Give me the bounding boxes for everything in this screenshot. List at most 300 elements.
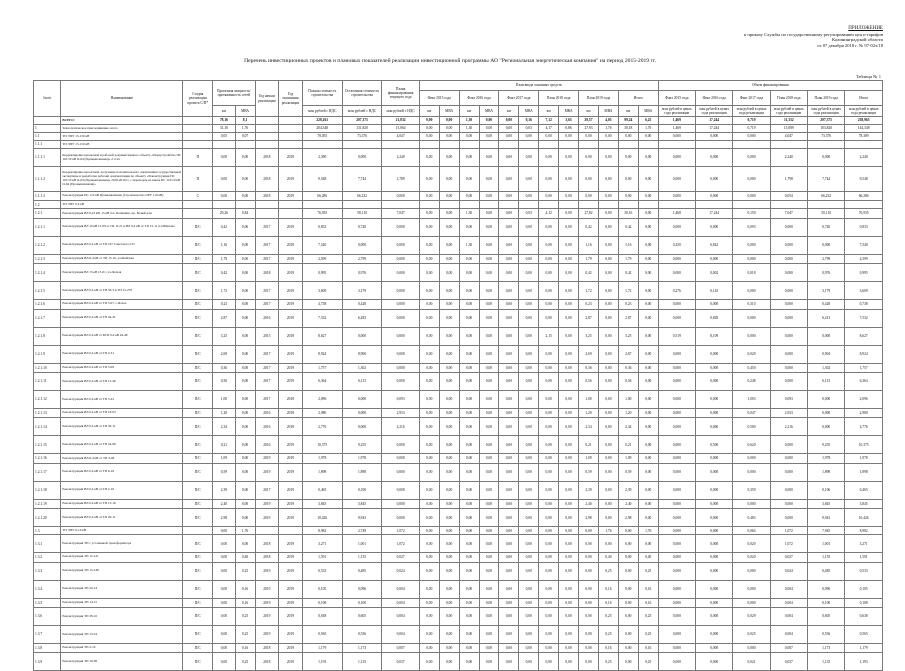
row-volume-value: 0,00 — [638, 436, 658, 454]
row-volume-value: 0,00 — [479, 282, 499, 300]
row-volume-value: 0,36 — [618, 363, 638, 372]
row-volume-value: 0,00 — [638, 236, 658, 254]
row-volume-value — [459, 141, 479, 149]
row-start-year: 2016 — [255, 436, 279, 454]
row-volume-value: 1,09 — [618, 454, 638, 463]
header-km: км — [579, 106, 599, 117]
row-volume-value: 0,00 — [419, 309, 439, 327]
row-finance: 0,037 — [382, 653, 419, 671]
table-row — [34, 345, 883, 363]
row-finance-value: 0,004 — [770, 598, 807, 607]
row-finance: 15,064 — [382, 125, 419, 133]
row-finance-value: 0,828 — [696, 309, 733, 327]
row-finance-value: 0,740 — [807, 218, 844, 236]
row-volume-value: 0,00 — [598, 345, 618, 363]
row-volume-value: 0,00 — [519, 454, 539, 463]
row-volume-value: 0,00 — [419, 345, 439, 363]
row-finance-value: 3,845 — [845, 499, 883, 508]
row-volume-value: 0,00 — [598, 167, 618, 192]
row-volume-value: 0,00 — [539, 408, 559, 417]
row-volume-value: 0,00 — [459, 454, 479, 463]
row-finance-value: 0,000 — [658, 463, 695, 481]
row-finance: 0,000 — [382, 454, 419, 463]
table-row — [34, 527, 883, 535]
row-remaining-cost: 0,000 — [342, 327, 382, 345]
header-fin-2019: План 2019 года — [807, 91, 844, 106]
row-remaining-cost: 0,000 — [342, 418, 382, 436]
row-volume-value: 1,30 — [459, 236, 479, 254]
row-volume-value: 0,00 — [519, 254, 539, 263]
row-volume-value: 0,00 — [539, 282, 559, 300]
row-number: 1.2.1.11 — [34, 372, 61, 390]
row-volume-value: 0,00 — [598, 363, 618, 372]
row-volume-value: 0,25 — [638, 653, 658, 671]
row-finance-value: 0,000 — [696, 149, 733, 167]
row-volume-value: 0,00 — [559, 363, 579, 372]
row-volume-value: 0,00 — [638, 327, 658, 345]
header-fin-2018: План 2018 года — [770, 91, 807, 106]
row-km: 0,00 — [213, 192, 235, 201]
row-volume-value: 0,00 — [559, 509, 579, 527]
row-mva: 0,25 — [235, 562, 255, 580]
row-remaining-cost: 2,799 — [342, 254, 382, 263]
row-finance-value: 3,271 — [845, 535, 883, 553]
row-volume-value: 0,00 — [638, 309, 658, 327]
row-volume-value: 1,72 — [618, 282, 638, 300]
row-finance: 0,000 — [382, 264, 419, 282]
row-finance: 0,000 — [382, 254, 419, 263]
row-volume-value: 0,00 — [618, 133, 638, 141]
row-volume-value: 0,00 — [419, 264, 439, 282]
table-row — [34, 625, 883, 643]
row-volume-value: 0,00 — [439, 625, 459, 643]
row-finance-value: 2,776 — [845, 418, 883, 436]
row-stage: П/С — [183, 625, 213, 643]
header-finance: Плана финансирования текущего года — [382, 81, 419, 106]
row-mva: 0,06 — [235, 218, 255, 236]
row-end-year: 2019 — [279, 454, 303, 463]
row-volume-value: 0,00 — [638, 167, 658, 192]
header-mva: МВА — [638, 106, 658, 117]
row-volume-value: 0,16 — [598, 643, 618, 652]
row-volume-value: 0,00 — [499, 363, 519, 372]
row-volume-value: 0,00 — [519, 481, 539, 499]
row-volume-value: 0,00 — [439, 390, 459, 408]
row-volume-value: 0,00 — [579, 653, 599, 671]
row-start-year — [255, 125, 279, 133]
row-volume-value: 0,25 — [598, 653, 618, 671]
row-volume-value: 0,00 — [459, 218, 479, 236]
row-volume-value: 0,00 — [459, 527, 479, 535]
row-finance-value: 0,738 — [845, 300, 883, 309]
row-volume-value: 1,79 — [618, 254, 638, 263]
row-start-year: 2019 — [255, 580, 279, 598]
row-km: 1,72 — [213, 282, 235, 300]
row-full-cost: 2,980 — [302, 408, 342, 417]
row-volume-value: 0,00 — [559, 236, 579, 254]
row-name: Реконструкция ТП 20-14 — [61, 580, 183, 598]
row-number: 1.3.3 — [34, 562, 61, 580]
table-row — [34, 372, 883, 390]
row-volume-value: 0,00 — [519, 300, 539, 309]
row-full-cost: 8,627 — [302, 327, 342, 345]
row-volume-value: 0,00 — [579, 580, 599, 598]
row-volume-value: 99,24 — [618, 117, 638, 125]
row-stage: П/С — [183, 454, 213, 463]
row-stage: П/С — [183, 436, 213, 454]
row-start-year: 2015 — [255, 327, 279, 345]
row-finance-value: 0,093 — [770, 390, 807, 408]
table-row — [34, 363, 883, 372]
row-volume-value — [559, 141, 579, 149]
row-number: 1.1.1 — [34, 141, 61, 149]
row-volume-value: 0,00 — [499, 372, 519, 390]
row-end-year: 2019 — [279, 653, 303, 671]
row-volume-value: 0,00 — [439, 264, 459, 282]
row-volume-value: 0,00 — [598, 535, 618, 553]
row-full-cost: 1,591 — [302, 553, 342, 562]
row-stage: П/С — [183, 327, 213, 345]
row-volume-value: 0,00 — [419, 598, 439, 607]
row-finance-value: 0,483 — [733, 509, 770, 527]
row-end-year — [279, 527, 303, 535]
row-volume-value: 0,25 — [638, 607, 658, 625]
row-volume-value: 0,00 — [638, 282, 658, 300]
row-number: 1.2.1.13 — [34, 408, 61, 417]
row-finance-value: 0,004 — [770, 607, 807, 625]
row-finance-value: 50,110 — [807, 209, 844, 218]
row-finance-value: 0,000 — [696, 562, 733, 580]
header-note: млн рублей в ценах года реализации — [770, 106, 807, 117]
table-row — [34, 580, 883, 598]
row-volume-value: 0,00 — [638, 390, 658, 408]
row-finance-value: 0,450 — [733, 363, 770, 372]
row-stage: П/С — [183, 390, 213, 408]
row-volume-value — [579, 141, 599, 149]
row-volume-value: 0,00 — [519, 527, 539, 535]
row-name: Реконструкция ВЛ 0,4 кВ от ТП 18-03 — [61, 408, 183, 417]
row-start-year: 2019 — [255, 625, 279, 643]
row-volume-value: 0,86 — [559, 125, 579, 133]
row-finance-value: 0,000 — [807, 418, 844, 436]
row-stage: П/С — [183, 598, 213, 607]
row-volume-value: 0,00 — [598, 509, 618, 527]
row-number: 1.2.1.18 — [34, 481, 61, 499]
row-name: ВСЕГО: — [61, 117, 183, 125]
row-volume-value: 0,00 — [539, 218, 559, 236]
row-finance-value: 0,000 — [696, 167, 733, 192]
row-full-cost: 9,548 — [302, 167, 342, 192]
row-number: 1.2.1.20 — [34, 509, 61, 527]
row-finance-value: 0,060 — [696, 418, 733, 436]
row-volume-value: 0,00 — [559, 436, 579, 454]
row-end-year: 2019 — [279, 598, 303, 607]
row-finance-value: 9,943 — [807, 509, 844, 527]
row-finance-value — [845, 141, 883, 149]
row-number: 1.1 — [34, 133, 61, 141]
row-stage: П/С — [183, 309, 213, 327]
row-volume-value: 0,00 — [559, 372, 579, 390]
row-volume-value: 0,00 — [519, 418, 539, 436]
row-finance: 0,004 — [382, 598, 419, 607]
table-row — [34, 236, 883, 254]
row-volume-value: 0,00 — [419, 125, 439, 133]
row-finance-value: 0,000 — [770, 264, 807, 282]
row-volume-value: 0,16 — [638, 580, 658, 598]
row-mva: 0,00 — [235, 149, 255, 167]
table-row — [34, 309, 883, 327]
row-mva: 0,00 — [235, 236, 255, 254]
row-finance-value: 0,976 — [807, 264, 844, 282]
row-volume-value: 29,57 — [579, 117, 599, 125]
row-full-cost: 0,105 — [302, 580, 342, 598]
row-finance-value: 0,047 — [733, 408, 770, 417]
row-volume-value: 2,87 — [579, 309, 599, 327]
row-finance-value: 0,096 — [807, 580, 844, 598]
row-remaining-cost: 131,820 — [342, 125, 382, 133]
row-end-year: 2019 — [279, 607, 303, 625]
row-volume-value: 2,98 — [618, 509, 638, 527]
row-volume-value: 0,00 — [479, 580, 499, 598]
row-remaining-cost: 0,605 — [342, 607, 382, 625]
row-volume-value — [479, 201, 499, 209]
row-finance: 21,832 — [382, 117, 419, 125]
row-finance-value: 0,000 — [658, 372, 695, 390]
row-volume-value: 0,00 — [499, 254, 519, 263]
row-volume-value: 0,00 — [459, 643, 479, 652]
row-name: Реконструкция ВЛ 0,4 кВ от ТП 167 Советского ГО — [61, 236, 183, 254]
table-row — [34, 117, 883, 125]
row-volume-value: 0,00 — [419, 167, 439, 192]
row-volume-value: 0,00 — [618, 598, 638, 607]
row-finance-value: 0,000 — [770, 509, 807, 527]
row-finance-value: 0,000 — [733, 236, 770, 254]
row-finance-value — [733, 201, 770, 209]
row-stage: П/С — [183, 418, 213, 436]
row-finance-value: 0,533 — [845, 562, 883, 580]
row-volume-value: 2,67 — [618, 345, 638, 363]
row-name: Реконструкция ТП 2-19 — [61, 643, 183, 652]
row-remaining-cost: 1,302 — [342, 363, 382, 372]
row-finance-value: 0,000 — [696, 218, 733, 236]
row-finance-value: 0,000 — [658, 454, 695, 463]
row-end-year: 2019 — [279, 509, 303, 527]
row-mva: 0,25 — [235, 653, 255, 671]
row-mva: 0,84 — [235, 209, 255, 218]
row-stage: П/С — [183, 372, 213, 390]
row-finance: 2,933 — [382, 408, 419, 417]
row-end-year: 2019 — [279, 625, 303, 643]
row-finance-value: 1,135 — [807, 653, 844, 671]
row-volume-value: 0,00 — [499, 436, 519, 454]
table-row — [34, 454, 883, 463]
row-name: ТП ЭПУ 15-150 кВ — [61, 141, 183, 149]
row-volume-value: 0,00 — [499, 149, 519, 167]
row-volume-value: 0,00 — [499, 553, 519, 562]
row-end-year — [279, 117, 303, 125]
row-volume-value: 0,00 — [539, 236, 559, 254]
row-stage: П/С — [183, 218, 213, 236]
row-volume-value: 0,00 — [559, 463, 579, 481]
row-finance-value: 0,093 — [733, 218, 770, 236]
row-number: 1.2.1.15 — [34, 436, 61, 454]
row-volume-value: 0,00 — [419, 192, 439, 201]
row-volume-value: 0,00 — [499, 327, 519, 345]
row-full-cost: 2,776 — [302, 418, 342, 436]
row-finance-value: 0,000 — [696, 625, 733, 643]
row-volume-value: 0,00 — [419, 535, 439, 553]
row-volume-value: 0,00 — [439, 236, 459, 254]
row-finance-value: 78,389 — [845, 133, 883, 141]
row-volume-value: 0,00 — [598, 133, 618, 141]
row-volume-value: 0,00 — [539, 580, 559, 598]
row-volume-value: 0,23 — [618, 300, 638, 309]
row-volume-value: 0,00 — [459, 625, 479, 643]
header-km: км — [539, 106, 559, 117]
header-km: км — [618, 106, 638, 117]
row-finance-value: 1,898 — [845, 463, 883, 481]
row-mva: 0,00 — [235, 418, 255, 436]
row-finance-value: 0,000 — [770, 300, 807, 309]
row-name: Реконструкция ВЛ 10 кВ 15-09 от ПС О-21 и ВЛ 0,4 кВ от ТП 15-11 в п.Шипово — [61, 218, 183, 236]
row-volume-value: 0,00 — [439, 363, 459, 372]
row-remaining-cost — [342, 141, 382, 149]
row-volume-value: 4,12 — [539, 209, 559, 218]
row-mva: 0,00 — [235, 454, 255, 463]
row-finance-value: 0,000 — [696, 553, 733, 562]
row-mva: 0,00 — [235, 282, 255, 300]
header-end: Год окончания реализации — [279, 81, 303, 117]
row-volume-value: 3,25 — [618, 327, 638, 345]
row-full-cost — [302, 141, 342, 149]
row-finance-value: 1,072 — [770, 527, 807, 535]
row-volume-value: 0,36 — [579, 363, 599, 372]
row-finance: 0,027 — [382, 553, 419, 562]
row-finance-value: 2,216 — [770, 418, 807, 436]
row-volume-value: 1,30 — [459, 125, 479, 133]
row-km: 2,39 — [213, 481, 235, 499]
row-start-year: 2019 — [255, 463, 279, 481]
row-finance-value: 0,000 — [733, 580, 770, 598]
row-finance: 0,004 — [382, 607, 419, 625]
row-volume-value: 0,00 — [439, 300, 459, 309]
row-volume-value: 0,00 — [499, 300, 519, 309]
row-mva: 0,00 — [235, 390, 255, 408]
row-volume-value: 0,00 — [618, 553, 638, 562]
row-volume-value: 1,20 — [618, 408, 638, 417]
row-finance-value: 1,173 — [807, 643, 844, 652]
row-volume-value: 0,16 — [638, 598, 658, 607]
row-volume-value: 0,25 — [598, 562, 618, 580]
header-note: млн рублей в ценах года реализации — [733, 106, 770, 117]
row-end-year: 2018 — [279, 149, 303, 167]
row-volume-value: 0,00 — [419, 553, 439, 562]
row-number: 1.2.1 — [34, 209, 61, 218]
row-finance-value: 0,000 — [807, 390, 844, 408]
row-volume-value: 1,20 — [579, 408, 599, 417]
row-finance-value: 0,106 — [807, 481, 844, 499]
row-mva: 0,00 — [235, 499, 255, 508]
row-stage: С — [183, 192, 213, 201]
row-finance-value: 0,018 — [733, 264, 770, 282]
row-end-year: 2019 — [279, 436, 303, 454]
row-stage: П/С — [183, 481, 213, 499]
row-volume-value: 0,00 — [479, 209, 499, 218]
row-volume-value: 0,00 — [499, 499, 519, 508]
row-stage: П/С — [183, 607, 213, 625]
row-km: 0,00 — [213, 625, 235, 643]
row-volume-value: 0,00 — [459, 309, 479, 327]
row-volume-value: 0,00 — [439, 345, 459, 363]
row-finance-value: 103,820 — [807, 125, 844, 133]
row-end-year: 2018 — [279, 236, 303, 254]
row-volume-value: 0,00 — [579, 167, 599, 192]
row-number: 1.3.4 — [34, 580, 61, 598]
row-start-year: 2018 — [255, 264, 279, 282]
row-finance-value: 0,465 — [845, 481, 883, 499]
row-mva: 0,00 — [235, 509, 255, 527]
row-volume-value: 0,00 — [519, 509, 539, 527]
row-volume-value: 0,42 — [618, 264, 638, 282]
row-end-year: 2019 — [279, 345, 303, 363]
row-remaining-cost: 0,000 — [342, 390, 382, 408]
row-start-year: 2017 — [255, 236, 279, 254]
row-remaining-cost: 0,106 — [342, 481, 382, 499]
row-volume-value: 0,00 — [459, 282, 479, 300]
row-km: 3,25 — [213, 327, 235, 345]
row-volume-value: 0,00 — [419, 117, 439, 125]
row-km: 1,79 — [213, 254, 235, 263]
row-volume-value: 0,03 — [519, 125, 539, 133]
row-finance-value: 1,469 — [658, 209, 695, 218]
row-stage: П/С — [183, 236, 213, 254]
row-remaining-cost: 1,155 — [342, 553, 382, 562]
appendix-line: Калининградской области — [831, 37, 883, 43]
table-row — [34, 192, 883, 201]
table-row — [34, 653, 883, 671]
table-row — [34, 598, 883, 607]
table-row — [34, 209, 883, 218]
row-km: 0,36 — [213, 363, 235, 372]
row-start-year — [255, 141, 279, 149]
row-name: Реконструкция ТП 15-148 — [61, 562, 183, 580]
row-volume-value: 0,00 — [539, 463, 559, 481]
row-volume-value: 0,00 — [559, 643, 579, 652]
row-mva — [235, 201, 255, 209]
row-volume-value: 0,00 — [479, 236, 499, 254]
header-km: км — [499, 106, 519, 117]
row-volume-value: 0,00 — [439, 499, 459, 508]
row-name: Корректировка проектной и рабочей документации по объекту «Переустройство ПС 110/10 кВ О-64 (Промышленная)» 2 этап — [61, 149, 183, 167]
header-remaining: Остаточная стоимость строительства — [342, 81, 382, 106]
row-volume-value: 0,00 — [459, 463, 479, 481]
row-volume-value: 0,00 — [539, 254, 559, 263]
row-stage: П/С — [183, 345, 213, 363]
row-finance-value: 0,519 — [658, 327, 695, 345]
row-finance-value: 73,376 — [807, 133, 844, 141]
row-volume-value: 0,00 — [598, 264, 618, 282]
row-km: 2,98 — [213, 509, 235, 527]
row-stage: П/С — [183, 254, 213, 263]
row-finance-value: 9,255 — [807, 436, 844, 454]
row-finance-value: 10,426 — [845, 509, 883, 527]
row-volume-value: 0,00 — [459, 254, 479, 263]
header-total: Итого — [618, 91, 658, 106]
row-volume-value: 0,00 — [479, 598, 499, 607]
row-finance-value: 0,000 — [658, 643, 695, 652]
row-volume-value: 0,00 — [559, 527, 579, 535]
row-volume-value: 0,00 — [519, 218, 539, 236]
